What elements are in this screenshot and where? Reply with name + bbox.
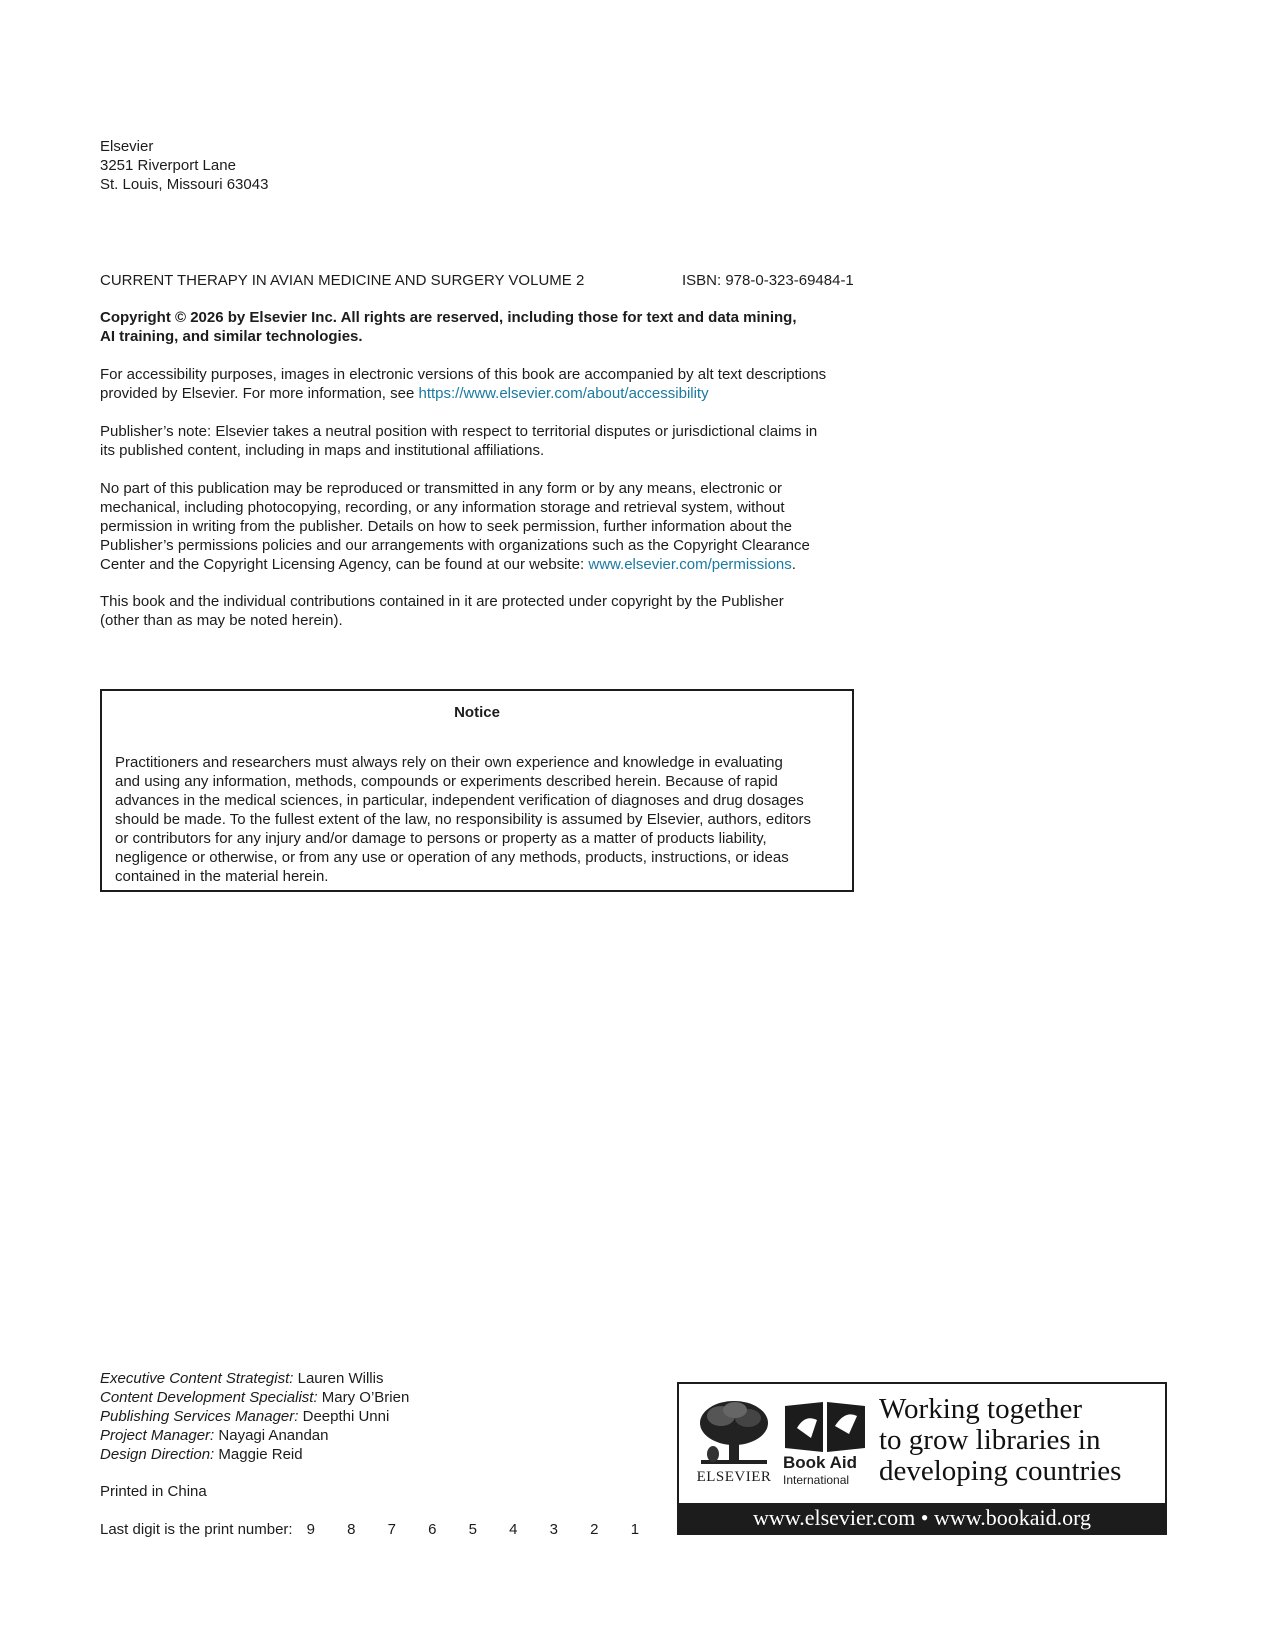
copyright-statement bbox=[100, 308, 800, 346]
copyright-line: AI training, and similar technologies. bbox=[100, 328, 363, 345]
credit-name: Deepthi Unni bbox=[298, 1408, 390, 1425]
paragraph-text: provided by Elsevier. For more information, see bbox=[100, 385, 419, 402]
paragraph-line bbox=[100, 555, 860, 574]
notice-line: or contributors for any injury and/or damage to persons or property as a matter of products liability, bbox=[115, 830, 767, 847]
paragraph-line: Publisher’s note: Elsevier takes a neutral position with respect to territorial disputes or jurisdictional claims in bbox=[100, 423, 818, 440]
slogan-line: developing countries bbox=[879, 1455, 1122, 1487]
credit-name: Nayagi Anandan bbox=[214, 1427, 329, 1444]
notice-line: Practitioners and researchers must always rely on their own experience and knowledge in evaluating bbox=[115, 754, 783, 771]
credit-name: Maggie Reid bbox=[214, 1446, 303, 1463]
paragraph-line: For accessibility purposes, images in electronic versions of this book are accompanied by alt text descriptions bbox=[100, 366, 827, 383]
print-number-line bbox=[100, 1520, 653, 1539]
credit-name: Mary O’Brien bbox=[317, 1389, 410, 1406]
credit-line bbox=[100, 1407, 409, 1426]
book-aid-logo-icon bbox=[783, 1398, 867, 1454]
credit-line bbox=[100, 1388, 409, 1407]
notice-line: negligence or otherwise, or from any use or operation of any methods, products, instructions, or ideas bbox=[115, 849, 789, 866]
book-aid-badge bbox=[677, 1382, 1167, 1535]
elsevier-tree-logo-icon bbox=[693, 1398, 775, 1468]
notice-line: should be made. To the fullest extent of the law, no responsibility is assumed by Elsevier, authors, editors bbox=[115, 811, 811, 828]
permissions-link[interactable]: www.elsevier.com/permissions bbox=[588, 556, 792, 573]
paragraph-line: No part of this publication may be reproduced or transmitted in any form or by any means, electronic or bbox=[100, 480, 782, 497]
title-row bbox=[100, 271, 856, 291]
credit-name: Lauren Willis bbox=[293, 1370, 384, 1387]
address-line: Elsevier bbox=[100, 138, 154, 155]
credit-line bbox=[100, 1369, 409, 1388]
slogan-line: to grow libraries in bbox=[879, 1424, 1101, 1456]
publisher-note-paragraph bbox=[100, 422, 860, 460]
credit-role: Publishing Services Manager: bbox=[100, 1408, 299, 1425]
book-aid-international: International bbox=[783, 1473, 850, 1487]
badge-footer-urls: www.elsevier.com • www.bookaid.org bbox=[679, 1503, 1165, 1533]
notice-line: and using any information, methods, compounds or experiments described herein. Because of rapid bbox=[115, 773, 778, 790]
accessibility-link[interactable]: https://www.elsevier.com/about/accessibility bbox=[418, 385, 709, 402]
paragraph-line bbox=[100, 384, 860, 403]
copyright-line: Copyright © 2026 by Elsevier Inc. All rights are reserved, including those for text and data mining, bbox=[100, 309, 797, 326]
badge-slogan bbox=[879, 1394, 1165, 1487]
notice-line: contained in the material herein. bbox=[115, 868, 329, 885]
notice-box bbox=[100, 689, 854, 892]
accessibility-paragraph bbox=[100, 365, 860, 403]
credit-role: Content Development Specialist: bbox=[100, 1389, 318, 1406]
notice-body bbox=[115, 753, 838, 886]
elsevier-wordmark: ELSEVIER bbox=[696, 1469, 772, 1485]
notice-line: advances in the medical sciences, in particular, independent verification of diagnoses and drug dosages bbox=[115, 792, 804, 809]
paragraph-line: Publisher’s permissions policies and our arrangements with organizations such as the Copyright Clearance bbox=[100, 537, 810, 554]
permissions-paragraph bbox=[100, 479, 860, 574]
credit-role: Executive Content Strategist: bbox=[100, 1370, 294, 1387]
paragraph-line: mechanical, including photocopying, recording, or any information storage and retrieval system, without bbox=[100, 499, 785, 516]
book-aid-wordmark: Book Aid bbox=[783, 1453, 857, 1472]
paragraph-text: . bbox=[791, 556, 796, 573]
credits-list bbox=[100, 1369, 409, 1464]
paragraph-line: permission in writing from the publisher. Details on how to seek permission, further information about the bbox=[100, 518, 792, 535]
printed-in: Printed in China bbox=[100, 1483, 207, 1500]
paragraph-text: Center and the Copyright Licensing Agency, can be found at our website: bbox=[100, 556, 589, 573]
credit-line bbox=[100, 1445, 409, 1464]
notice-title: Notice bbox=[454, 704, 500, 721]
credit-role: Project Manager: bbox=[100, 1427, 215, 1444]
credit-role: Design Direction: bbox=[100, 1446, 215, 1463]
paragraph-line: its published content, including in maps and institutional affiliations. bbox=[100, 442, 545, 459]
protection-paragraph bbox=[100, 592, 860, 630]
credit-line bbox=[100, 1426, 409, 1445]
book-title: CURRENT THERAPY IN AVIAN MEDICINE AND SURGERY VOLUME 2 bbox=[100, 272, 585, 289]
print-number-digits: 9 8 7 6 5 4 3 2 1 bbox=[306, 1521, 654, 1538]
print-number-label: Last digit is the print number: bbox=[100, 1521, 293, 1538]
publisher-address bbox=[100, 137, 268, 194]
paragraph-line: (other than as may be noted herein). bbox=[100, 612, 343, 629]
paragraph-line: This book and the individual contributions contained in it are protected under copyright by the Publisher bbox=[100, 593, 784, 610]
address-line: St. Louis, Missouri 63043 bbox=[100, 176, 269, 193]
address-line: 3251 Riverport Lane bbox=[100, 157, 236, 174]
slogan-line: Working together bbox=[879, 1393, 1083, 1425]
isbn: ISBN: 978-0-323-69484-1 bbox=[682, 272, 854, 289]
